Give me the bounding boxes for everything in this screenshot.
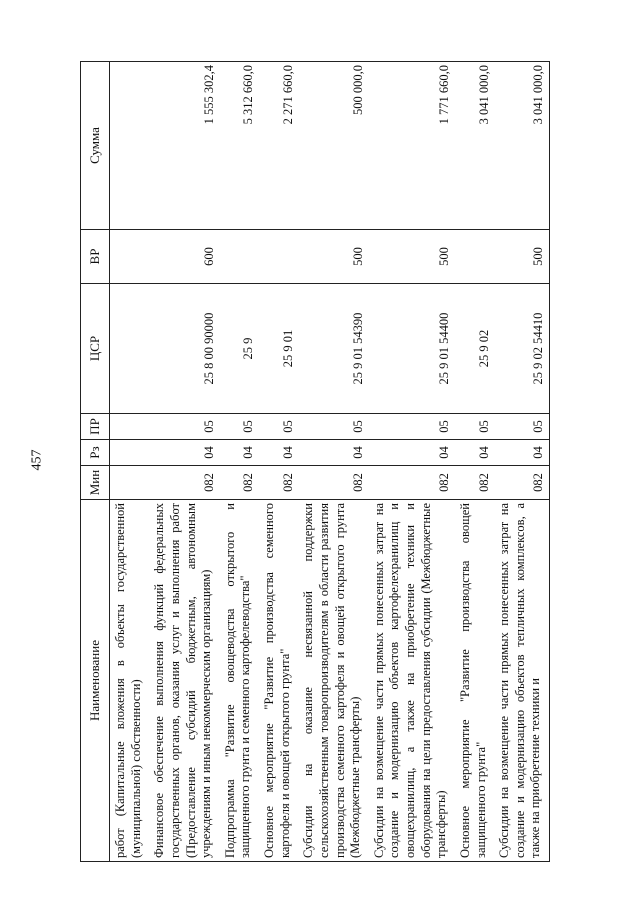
row-pr: 05: [149, 414, 220, 440]
row-min: 082: [220, 466, 259, 500]
row-min: 082: [298, 466, 369, 500]
row-vr: [220, 230, 259, 284]
table-row: [110, 62, 150, 862]
header-name: Наименование: [81, 500, 110, 862]
row-csr: 25 9: [220, 284, 259, 414]
row-name: Субсидии на возмещение части прямых понесенных затрат на создание и модернизацию объектов картофелехранилищ и овощехранилищ, а также на приобретение техники и оборудования на цели предоставления субсидии (Межбюджетные трансферты): [369, 500, 455, 862]
row-vr: [455, 230, 494, 284]
table-row: [259, 62, 298, 862]
row-name: Подпрограмма "Развитие овощеводства открытого и защищенного грунта и семенного картофелеводства": [220, 500, 259, 862]
budget-table-container: [80, 62, 612, 862]
row-min: 082: [369, 466, 455, 500]
row-csr: 25 9 02: [455, 284, 494, 414]
row-name: Финансовое обеспечение выполнения функций федеральных государственных органов, оказания услуг и выполнения работ (Предоставление субсидий бюджетным, автономным учреждениям и иным некоммерческим организациям): [149, 500, 220, 862]
row-vr: [110, 230, 150, 284]
row-rz: 04: [369, 440, 455, 466]
row-vr: 500: [369, 230, 455, 284]
budget-table: [80, 61, 550, 862]
row-sum: 5 312 660,0: [220, 62, 259, 230]
row-pr: 05: [369, 414, 455, 440]
row-rz: 04: [494, 440, 549, 466]
header-rz: Рз: [81, 440, 110, 466]
row-vr: 600: [149, 230, 220, 284]
row-vr: 500: [298, 230, 369, 284]
row-rz: 04: [298, 440, 369, 466]
row-min: 082: [455, 466, 494, 500]
row-sum: 1 771 660,0: [369, 62, 455, 230]
row-sum: 500 000,0: [298, 62, 369, 230]
row-pr: 05: [494, 414, 549, 440]
row-csr: [110, 284, 150, 414]
header-sum: Сумма: [81, 62, 110, 230]
header-pr: ПР: [81, 414, 110, 440]
row-name: работ (Капитальные вложения в объекты государственной (муниципальной) собственности): [110, 500, 150, 862]
row-pr: 05: [455, 414, 494, 440]
page-number: 457: [29, 449, 45, 471]
row-sum: 2 271 660,0: [259, 62, 298, 230]
row-csr: 25 9 01 54400: [369, 284, 455, 414]
row-csr: 25 8 00 90000: [149, 284, 220, 414]
row-rz: 04: [455, 440, 494, 466]
table-row: [455, 62, 494, 862]
table-row: [369, 62, 455, 862]
row-pr: 05: [259, 414, 298, 440]
row-name: Субсидии на возмещение части прямых понесенных затрат на создание и модернизацию объектов тепличных комплексов, а также на приобретение техники и: [494, 500, 549, 862]
table-header-row: [81, 62, 110, 862]
row-rz: 04: [259, 440, 298, 466]
row-name: Субсидии на оказание несвязанной поддержки сельскохозяйственным товаропроизводителям в области развития производства семенного картофеля и овощей открытого грунта (Межбюджетные трансферты): [298, 500, 369, 862]
row-rz: 04: [220, 440, 259, 466]
row-pr: 05: [220, 414, 259, 440]
row-vr: [259, 230, 298, 284]
row-min: 082: [149, 466, 220, 500]
row-sum: [110, 62, 150, 230]
table-row: [494, 62, 549, 862]
row-name: Основное мероприятие "Развитие производства семенного картофеля и овощей открытого грунта": [259, 500, 298, 862]
table-row: [298, 62, 369, 862]
row-min: 082: [494, 466, 549, 500]
row-name: Основное мероприятие "Развитие производства овощей защищенного грунта": [455, 500, 494, 862]
row-sum: 1 555 302,4: [149, 62, 220, 230]
row-vr: 500: [494, 230, 549, 284]
row-csr: 25 9 02 54410: [494, 284, 549, 414]
row-rz: [110, 440, 150, 466]
row-pr: 05: [298, 414, 369, 440]
row-csr: 25 9 01 54390: [298, 284, 369, 414]
row-csr: 25 9 01: [259, 284, 298, 414]
row-min: [110, 466, 150, 500]
row-rz: 04: [149, 440, 220, 466]
table-row: [220, 62, 259, 862]
row-pr: [110, 414, 150, 440]
table-row: [149, 62, 220, 862]
header-min: Мин: [81, 466, 110, 500]
row-sum: 3 041 000,0: [494, 62, 549, 230]
header-vr: ВР: [81, 230, 110, 284]
header-csr: ЦСР: [81, 284, 110, 414]
row-min: 082: [259, 466, 298, 500]
row-sum: 3 041 000,0: [455, 62, 494, 230]
